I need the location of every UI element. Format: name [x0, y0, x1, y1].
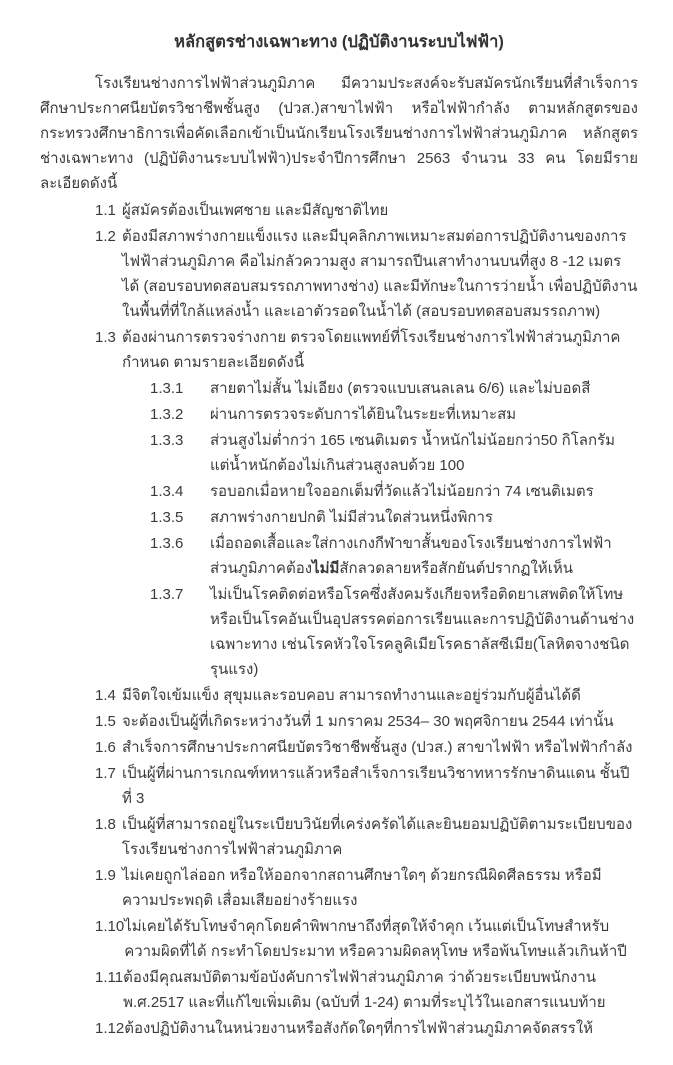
requirement-text-segment: เป็นผู้ที่สามารถอยู่ในระเบียบวินัยที่เคร่งครัดได้และยินยอมปฏิบัติตามระเบียบของโรงเรียนช่างการไฟฟ้าส่วนภูมิภาค [122, 816, 633, 858]
requirement-item [150, 505, 638, 530]
requirement-item [95, 812, 638, 862]
requirement-item [95, 965, 638, 1015]
requirement-item [150, 428, 638, 478]
requirement-text [122, 863, 638, 913]
requirement-text [123, 965, 638, 1015]
page-title: หลักสูตรช่างเฉพาะทาง (ปฏิบัติงานระบบไฟฟ้า) [174, 33, 504, 51]
requirement-item [150, 531, 638, 581]
requirement-number: 1.9 [95, 867, 116, 884]
requirement-text [210, 376, 638, 401]
requirement-text [122, 735, 638, 760]
requirement-number: 1.6 [95, 739, 116, 756]
requirement-text [210, 428, 638, 478]
requirement-text-segment: รอบอกเมื่อหายใจออกเต็มที่วัดแล้วไม่น้อยกว่า 74 เซนติเมตร [210, 483, 594, 500]
requirement-text-segment: ต้องมีคุณสมบัติตามข้อบังคับการไฟฟ้าส่วนภูมิภาค ว่าด้วยระเบียบพนักงาน พ.ศ.2517 และที่แก้ไขเพิ่มเติม (ฉบับที่ 1-24) ตามที่ระบุไว้ในเอกสารแนบท้าย [123, 969, 606, 1011]
requirement-item [95, 1016, 638, 1041]
requirement-item [95, 914, 638, 964]
requirement-number: 1.3.6 [150, 535, 184, 552]
requirement-text [122, 683, 638, 708]
requirement-number: 1.1 [95, 202, 116, 219]
requirement-text [122, 198, 638, 223]
requirement-text [210, 479, 638, 504]
requirement-number: 1.3.5 [150, 509, 184, 526]
requirement-text [210, 505, 638, 530]
requirement-text-segment: เมื่อถอดเสื้อและใส่กางเกงกีฬาขาสั้นของโรงเรียนช่างการไฟฟ้าส่วนภูมิภาคต้อง [210, 535, 612, 577]
requirement-text [210, 402, 638, 427]
requirement-text-segment: มีจิตใจเข้มแข็ง สุขุมและรอบคอบ สามารถทำงานและอยู่ร่วมกับผู้อื่นได้ดี [122, 687, 581, 704]
requirement-item [95, 224, 638, 324]
requirement-text-segment: ไม่เป็นโรคติดต่อหรือโรคซึ่งสังคมรังเกียจหรือติดยาเสพติดให้โทษหรือเป็นโรคอันเป็นอุปสรรคต่อการเรียนและการปฏิบัติงานด้านช่างเฉพาะทาง เช่นโรคหัวใจโรคลูคิเมียโรคธาลัสซีเมีย(โลหิตจางชนิดรุนแรง) [210, 586, 635, 678]
requirement-text-segment: ผู้สมัครต้องเป็นเพศชาย และมีสัญชาติไทย [122, 202, 389, 219]
requirement-number: 1.2 [95, 228, 116, 245]
requirement-item [95, 863, 638, 913]
requirement-number: 1.3.1 [150, 380, 184, 397]
requirement-item [95, 325, 638, 375]
requirement-number: 1.3.2 [150, 406, 184, 423]
requirement-text-emphasis: ไม่มี [312, 560, 340, 577]
requirement-number: 1.3.3 [150, 432, 184, 449]
requirement-text-segment: สภาพร่างกายปกติ ไม่มีส่วนใดส่วนหนึ่งพิการ [210, 509, 493, 526]
requirement-text-segment: จะต้องเป็นผู้ที่เกิดระหว่างวันที่ 1 มกราคม 2534– 30 พฤศจิกายน 2544 เท่านั้น [122, 713, 614, 730]
requirement-number: 1.3.4 [150, 483, 184, 500]
requirement-item [150, 582, 638, 682]
requirement-text [122, 761, 638, 811]
requirement-text [122, 709, 638, 734]
requirement-item [150, 479, 638, 504]
requirement-text [122, 224, 638, 324]
requirement-number: 1.4 [95, 687, 116, 704]
requirement-item [150, 402, 638, 427]
requirement-text-segment: ต้องมีสภาพร่างกายแข็งแรง และมีบุคลิกภาพเหมาะสมต่อการปฏิบัติงานของการไฟฟ้าส่วนภูมิภาค คือไม่กลัวความสูง สามารถปีนเสาทำงานบนที่สูง 8 -12 เมตรได้ (สอบรอบทดสอบสมรรถภาพทางช่าง) และมีทักษะในการว่ายน้ำ เพื่อปฏิบัติงานในพื้นที่ที่ใกล้แหล่งน้ำ และเอาตัวรอดในน้ำได้ (สอบรอบทดสอบสมรรถภาพ) [122, 228, 638, 320]
requirement-text-segment: ส่วนสูงไม่ต่ำกว่า 165 เซนติเมตร น้ำหนักไม่น้อยกว่า50 กิโลกรัม แต่น้ำหนักต้องไม่เกินส่วนสูงลบด้วย 100 [210, 432, 615, 474]
requirement-number: 1.7 [95, 765, 116, 782]
requirement-text-segment: เป็นผู้ที่ผ่านการเกณฑ์ทหารแล้วหรือสำเร็จการเรียนวิชาทหารรักษาดินแดน ชั้นปีที่ 3 [122, 765, 630, 807]
requirement-text-segment: สายตาไม่สั้น ไม่เอียง (ตรวจแบบเสนลเลน 6/6) และไม่บอดสี [210, 380, 591, 397]
requirement-text [122, 325, 638, 375]
requirement-text [210, 531, 638, 581]
requirement-text [122, 812, 638, 862]
requirement-item [95, 761, 638, 811]
requirement-text [124, 914, 638, 964]
requirement-number: 1.11 [95, 969, 124, 986]
requirement-item [95, 198, 638, 223]
requirement-item [95, 709, 638, 734]
requirement-text-segment: ไม่เคยได้รับโทษจำคุกโดยคำพิพากษาถึงที่สุดให้จำคุก เว้นแต่เป็นโทษสำหรับความผิดที่ได้ กระทำโดยประมาท หรือความผิดลหุโทษ หรือพ้นโทษแล้วเกินห้าปี [124, 918, 627, 960]
requirement-text-segment: ผ่านการตรวจระดับการได้ยินในระยะที่เหมาะสม [210, 406, 517, 423]
requirement-text [210, 582, 638, 682]
requirement-number: 1.5 [95, 713, 116, 730]
requirement-text-segment: สักลวดลายหรือสักยันต์ปรากฏให้เห็น [339, 560, 573, 577]
requirement-number: 1.3.7 [150, 586, 184, 603]
requirement-item [150, 376, 638, 401]
requirement-item [95, 735, 638, 760]
requirement-text [124, 1016, 638, 1041]
requirement-number: 1.12 [95, 1020, 125, 1037]
requirements-list [40, 198, 638, 1041]
requirement-text-segment: สำเร็จการศึกษาประกาศนียบัตรวิชาชีพชั้นสูง (ปวส.) สาขาไฟฟ้า หรือไฟฟ้ากำลัง [122, 739, 633, 756]
requirement-item [95, 683, 638, 708]
requirement-text-segment: ไม่เคยถูกไล่ออก หรือให้ออกจากสถานศึกษาใดๆ ด้วยกรณีผิดศีลธรรม หรือมีความประพฤติ เสื่อมเสียอย่างร้ายแรง [122, 867, 602, 909]
requirement-number: 1.8 [95, 816, 116, 833]
requirement-number: 1.3 [95, 329, 116, 346]
intro-paragraph: โรงเรียนช่างการไฟฟ้าส่วนภูมิภาค มีความประสงค์จะรับสมัครนักเรียนที่สำเร็จการศึกษาประกาศนียบัตรวิชาชีพชั้นสูง (ปวส.)สาขาไฟฟ้า หรือไฟฟ้ากำลัง ตามหลักสูตรของกระทรวงศึกษาธิการเพื่อคัดเลือกเข้าเป็นนักเรียนโรงเรียนช่างการไฟฟ้าส่วนภูมิภาค หลักสูตรช่างเฉพาะทาง (ปฏิบัติงานระบบไฟฟ้า)ประจำปีการศึกษา 2563 จำนวน 33 คน โดยมีรายละเอียดดังนี้ [40, 75, 638, 192]
requirement-text-segment: ต้องผ่านการตรวจร่างกาย ตรวจโดยแพทย์ที่โรงเรียนช่างการไฟฟ้าส่วนภูมิภาคกำหนด ตามรายละเอียดดังนี้ [122, 329, 621, 371]
requirement-number: 1.10 [95, 918, 125, 935]
requirement-text-segment: ต้องปฏิบัติงานในหน่วยงานหรือสังกัดใดๆที่การไฟฟ้าส่วนภูมิภาคจัดสรรให้ [124, 1020, 594, 1037]
